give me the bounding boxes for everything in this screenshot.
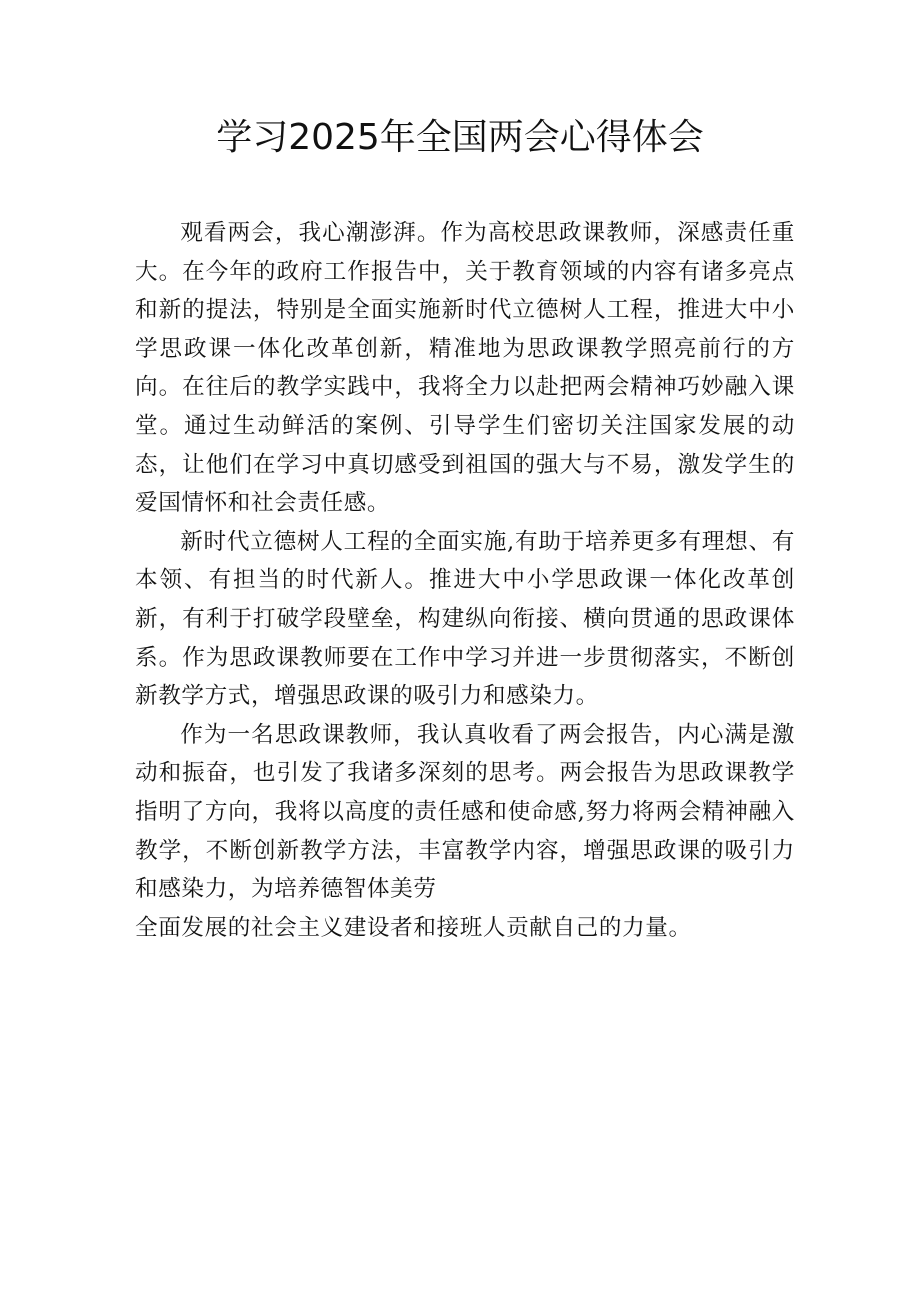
paragraph-4: 全面发展的社会主义建设者和接班人贡献自己的力量。	[135, 914, 692, 941]
document-body	[135, 214, 795, 947]
paragraph-2: 新时代立德树人工程的全面实施,有助于培养更多有理想、有本领、有担当的时代新人。推进大中小学思政课一体化改革创新，有利于打破学段壁垒，构建纵向衔接、横向贯通的思政课体系。作为思政课教师要在工作中学习并进一步贯彻落实，不断创新教学方式，增强思政课的吸引力和感染力。	[135, 528, 795, 710]
document-title: 学习2025年全国两会心得体会	[216, 117, 704, 158]
paragraph-3: 作为一名思政课教师，我认真收看了两会报告，内心满是激动和振奋，也引发了我诸多深刻的思考。两会报告为思政课教学指明了方向，我将以高度的责任感和使命感,努力将两会精神融入教学，不断创新教学方法，丰富教学内容，增强思政课的吸引力和感染力，为培养德智体美劳	[135, 721, 795, 903]
paragraph-1: 观看两会，我心潮澎湃。作为高校思政课教师，深感责任重大。在今年的政府工作报告中，关于教育领域的内容有诸多亮点和新的提法，特别是全面实施新时代立德树人工程，推进大中小学思政课一体化改革创新，精准地为思政课教学照亮前行的方向。在往后的教学实践中，我将全力以赴把两会精神巧妙融入课堂。通过生动鲜活的案例、引导学生们密切关注国家发展的动态，让他们在学习中真切感受到祖国的强大与不易，激发学生的爱国情怀和社会责任感。	[135, 220, 795, 517]
